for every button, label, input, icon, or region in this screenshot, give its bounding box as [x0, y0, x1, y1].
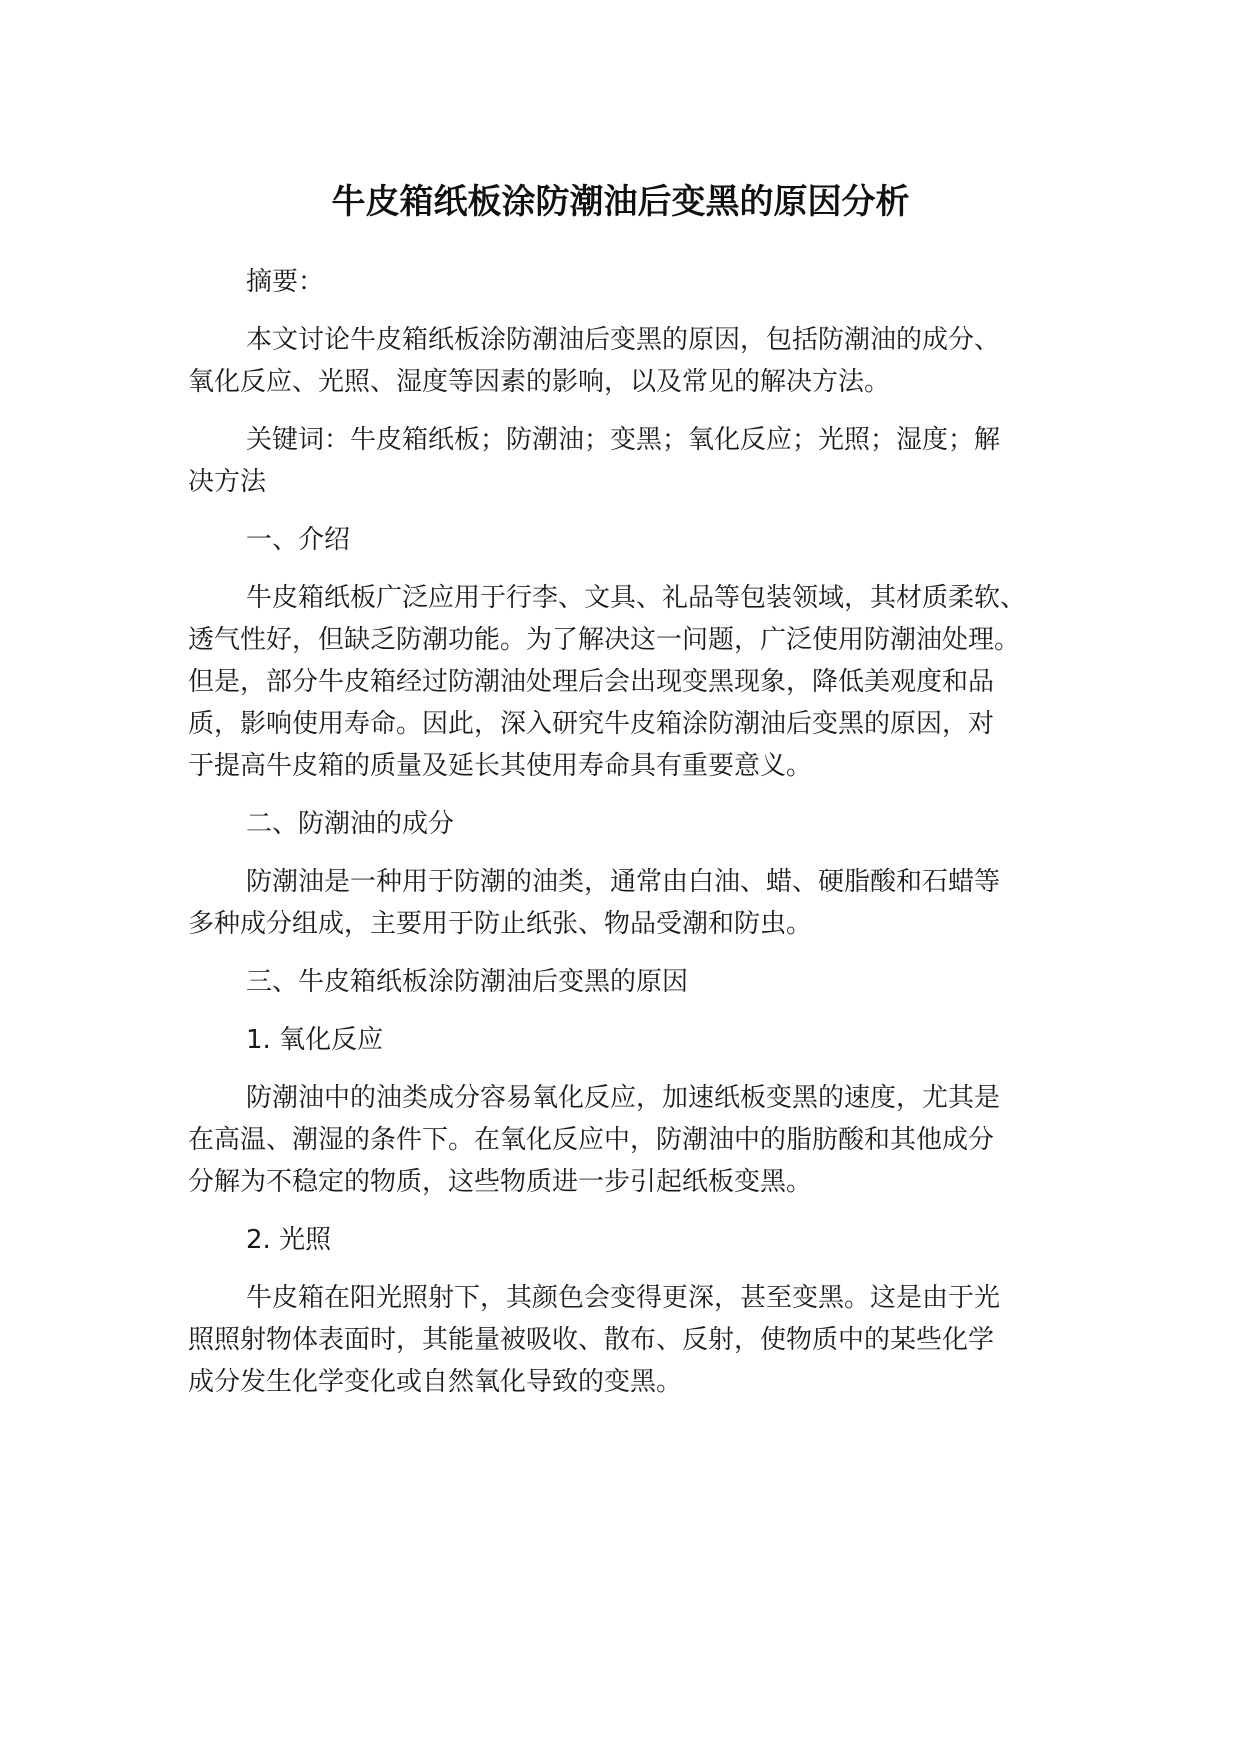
paragraph-line: 但是，部分牛皮箱经过防潮油处理后会出现变黑现象，降低美观度和品 — [188, 667, 995, 697]
section-heading-composition: 二、防潮油的成分 — [246, 809, 455, 839]
subsection-heading-oxidation: 1. 氧化反应 — [246, 1025, 384, 1055]
paragraph-line: 在高温、潮湿的条件下。在氧化反应中，防潮油中的脂肪酸和其他成分 — [188, 1125, 995, 1155]
paragraph-line: 防潮油中的油类成分容易氧化反应，加速纸板变黑的速度，尤其是 — [246, 1083, 1001, 1113]
paragraph-line: 成分发生化学变化或自然氧化导致的变黑。 — [188, 1367, 683, 1397]
abstract-line: 本文讨论牛皮箱纸板涂防潮油后变黑的原因，包括防潮油的成分、 — [246, 325, 1001, 355]
paragraph-line: 防潮油是一种用于防潮的油类，通常由白油、蜡、硬脂酸和石蜡等 — [246, 867, 1001, 897]
paragraph-line: 牛皮箱纸板广泛应用于行李、文具、礼品等包装领域，其材质柔软、 — [246, 583, 1027, 613]
paragraph-line: 照照射物体表面时，其能量被吸收、散布、反射，使物质中的某些化学 — [188, 1325, 995, 1355]
paragraph-line: 牛皮箱在阳光照射下，其颜色会变得更深，甚至变黑。这是由于光 — [246, 1283, 1001, 1313]
section-heading-causes: 三、牛皮箱纸板涂防潮油后变黑的原因 — [246, 967, 689, 997]
section-heading-intro: 一、介绍 — [246, 525, 351, 555]
keywords-line: 决方法 — [188, 467, 267, 497]
paragraph-line: 透气性好，但缺乏防潮功能。为了解决这一问题，广泛使用防潮油处理。 — [188, 625, 1021, 655]
paragraph-line: 质，影响使用寿命。因此，深入研究牛皮箱涂防潮油后变黑的原因，对 — [188, 709, 995, 739]
paragraph-line: 于提高牛皮箱的质量及延长其使用寿命具有重要意义。 — [188, 751, 813, 781]
abstract-heading: 摘要： — [246, 267, 325, 297]
subsection-heading-light: 2. 光照 — [246, 1225, 332, 1255]
paragraph-line: 分解为不稳定的物质，这些物质进一步引起纸板变黑。 — [188, 1167, 813, 1197]
document-title: 牛皮箱纸板涂防潮油后变黑的原因分析 — [331, 182, 910, 222]
keywords-line: 关键词：牛皮箱纸板；防潮油；变黑；氧化反应；光照；湿度；解 — [246, 425, 1001, 455]
paragraph-line: 多种成分组成，主要用于防止纸张、物品受潮和防虫。 — [188, 909, 813, 939]
abstract-line: 氧化反应、光照、湿度等因素的影响，以及常见的解决方法。 — [188, 367, 891, 397]
